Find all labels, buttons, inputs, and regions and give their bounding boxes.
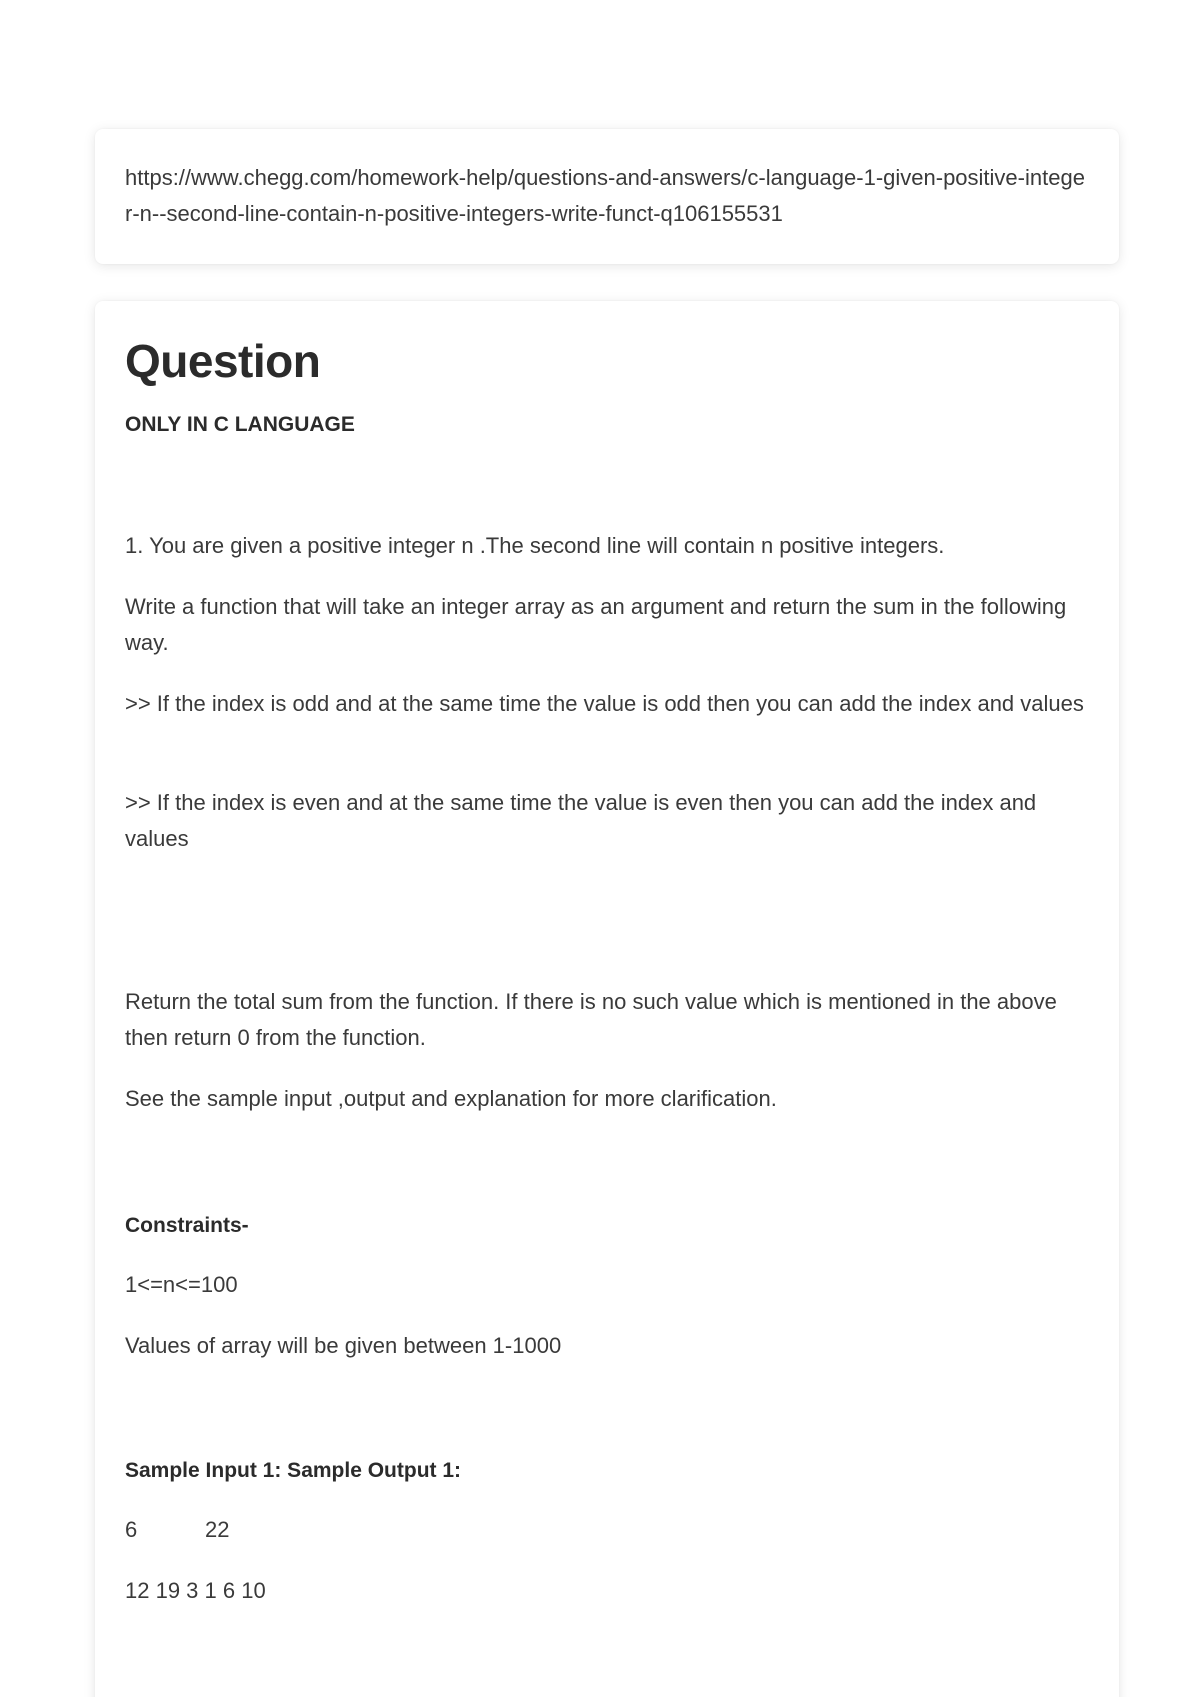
constraints-label: Constraints- bbox=[125, 1214, 249, 1237]
paragraph-function: Write a function that will take an integer array as an argument and return the sum in the following way. bbox=[125, 594, 1067, 655]
paragraph-even-rule: >> If the index is even and at the same time the value is even then you can add the index and values bbox=[125, 790, 1037, 851]
constraint-values: Values of array will be given between 1-1000 bbox=[125, 1333, 562, 1358]
paragraph-odd-rule: >> If the index is odd and at the same time the value is odd then you can add the index and values bbox=[125, 691, 1084, 716]
paragraph-return: Return the total sum from the function. If there is no such value which is mentioned in the above then return 0 from the function. bbox=[125, 989, 1057, 1050]
question-title: Question bbox=[125, 335, 321, 387]
sample-io-row bbox=[125, 1512, 1089, 1548]
source-url[interactable]: https://www.chegg.com/homework-help/questions-and-answers/c-language-1-given-positive-integer-n--second-line-contain-n-positive-integers-write-funct-q106155531 bbox=[125, 165, 1085, 226]
sample-output-value: 22 bbox=[205, 1517, 230, 1542]
constraint-n: 1<=n<=100 bbox=[125, 1272, 238, 1297]
question-card bbox=[95, 301, 1119, 1697]
paragraph-see-sample: See the sample input ,output and explanation for more clarification. bbox=[125, 1086, 777, 1111]
question-subtitle: ONLY IN C LANGUAGE bbox=[125, 413, 355, 436]
sample-input-values: 12 19 3 1 6 10 bbox=[125, 1578, 266, 1603]
sample-label: Sample Input 1: Sample Output 1: bbox=[125, 1459, 462, 1482]
sample-input-n: 6 bbox=[125, 1517, 138, 1542]
url-card bbox=[95, 129, 1119, 264]
paragraph-intro: 1. You are given a positive integer n .The second line will contain n positive integers. bbox=[125, 533, 945, 558]
